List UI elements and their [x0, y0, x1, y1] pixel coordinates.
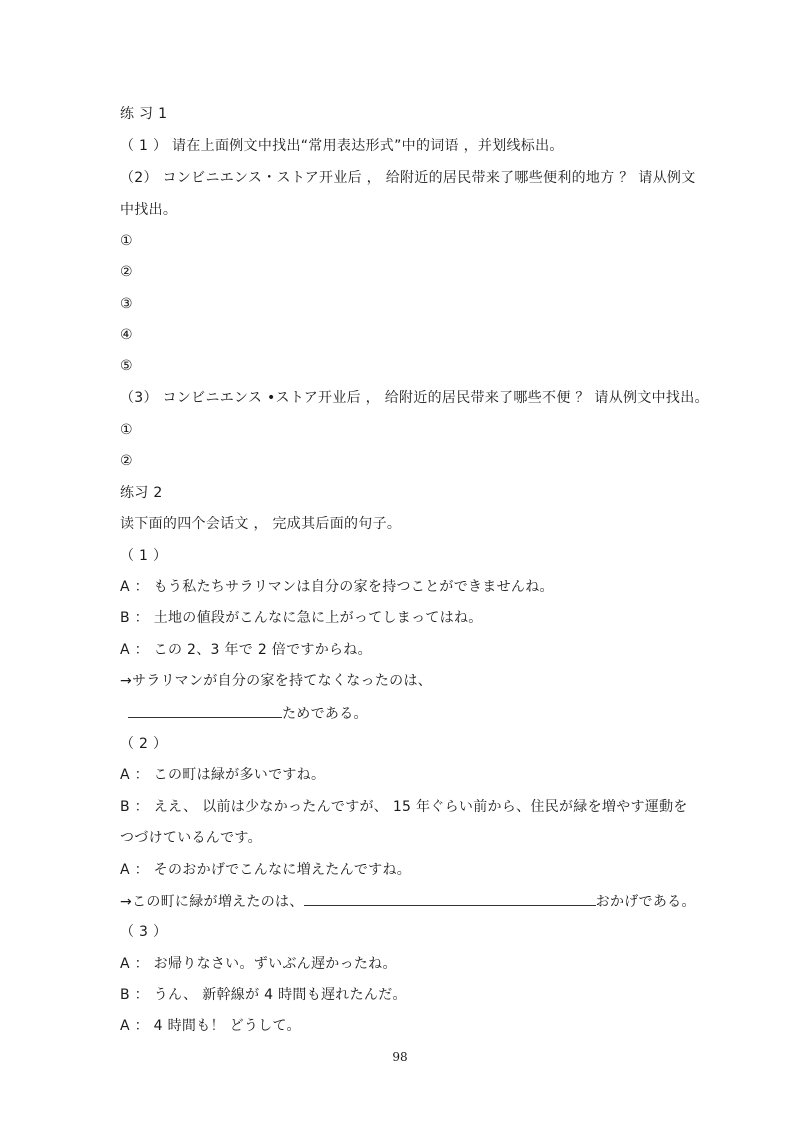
- dialogue-line: A ： そのおかげでこんなに増えたんですね。: [120, 862, 412, 878]
- dialogue-line: B ： ええ、 以前は少なかったんですが、 15 年ぐらい前から、住民が緑を増やす運動を: [120, 799, 688, 815]
- completion-answer-line: [128, 703, 368, 724]
- answer-blank[interactable]: [128, 703, 282, 718]
- exercise-1-question-2-line-1: （2） コンビニエンス・ストア开业后 ， 给附近的居民带来了哪些便利的地方 ？ 请从例文: [120, 170, 696, 186]
- answer-item-4: ④: [120, 327, 133, 343]
- completion-prompt: →この町に緑が増えたのは、: [120, 894, 304, 910]
- exercise-1-question-2-line-2: 中找出。: [120, 202, 178, 218]
- dialogue-3-number: （ 3 ）: [120, 924, 168, 940]
- exercise-2-instruction: 读下面的四个会话文 ， 完成其后面的句子。: [120, 516, 402, 532]
- completion-answer-line: [120, 891, 696, 912]
- answer-item-1: ①: [120, 422, 133, 438]
- completion-tail: ためである。: [282, 706, 368, 722]
- dialogue-line: B ： 土地の値段がこんなに急に上がってしまってはね。: [120, 610, 483, 626]
- answer-blank[interactable]: [304, 891, 596, 906]
- answer-item-2: ②: [120, 453, 133, 469]
- answer-item-5: ⑤: [120, 358, 133, 374]
- exercise-2-title: 练习 2: [120, 485, 163, 501]
- dialogue-2-number: （ 2 ）: [120, 736, 168, 752]
- exercise-1-title: 练 习 1: [120, 106, 168, 122]
- dialogue-line: A ： お帰りなさい。ずいぶん遅かったね。: [120, 956, 397, 972]
- completion-tail: おかげである。: [595, 894, 696, 910]
- answer-item-1: ①: [120, 233, 133, 249]
- answer-item-2: ②: [120, 264, 133, 280]
- dialogue-line: B ： うん、 新幹線が 4 時間も遅れたんだ。: [120, 987, 407, 1003]
- page-number: 98: [392, 1050, 408, 1064]
- exercise-1-question-3: （3） コンビニエンス •ストア开业后 ， 给附近的居民带来了哪些不便 ？ 请从例文中找出。: [120, 390, 709, 406]
- dialogue-line: A ： この 2、3 年で 2 倍ですからね。: [120, 642, 372, 658]
- completion-prompt: →サラリマンが自分の家を持てなくなったのは、: [120, 673, 433, 689]
- dialogue-line: つづけているんです。: [120, 830, 262, 846]
- exercise-1-question-1: （ 1 ） 请在上面例文中找出“常用表达形式”中的词语 ，并划线标出。: [120, 138, 564, 154]
- dialogue-line: A ： 4 時間も！ どうして。: [120, 1018, 301, 1034]
- answer-item-3: ③: [120, 296, 133, 312]
- dialogue-line: A ： もう私たちサラリマンは自分の家を持つことができませんね。: [120, 579, 554, 595]
- dialogue-line: A ： この町は緑が多いですね。: [120, 767, 326, 783]
- dialogue-1-number: （ 1 ）: [120, 548, 168, 564]
